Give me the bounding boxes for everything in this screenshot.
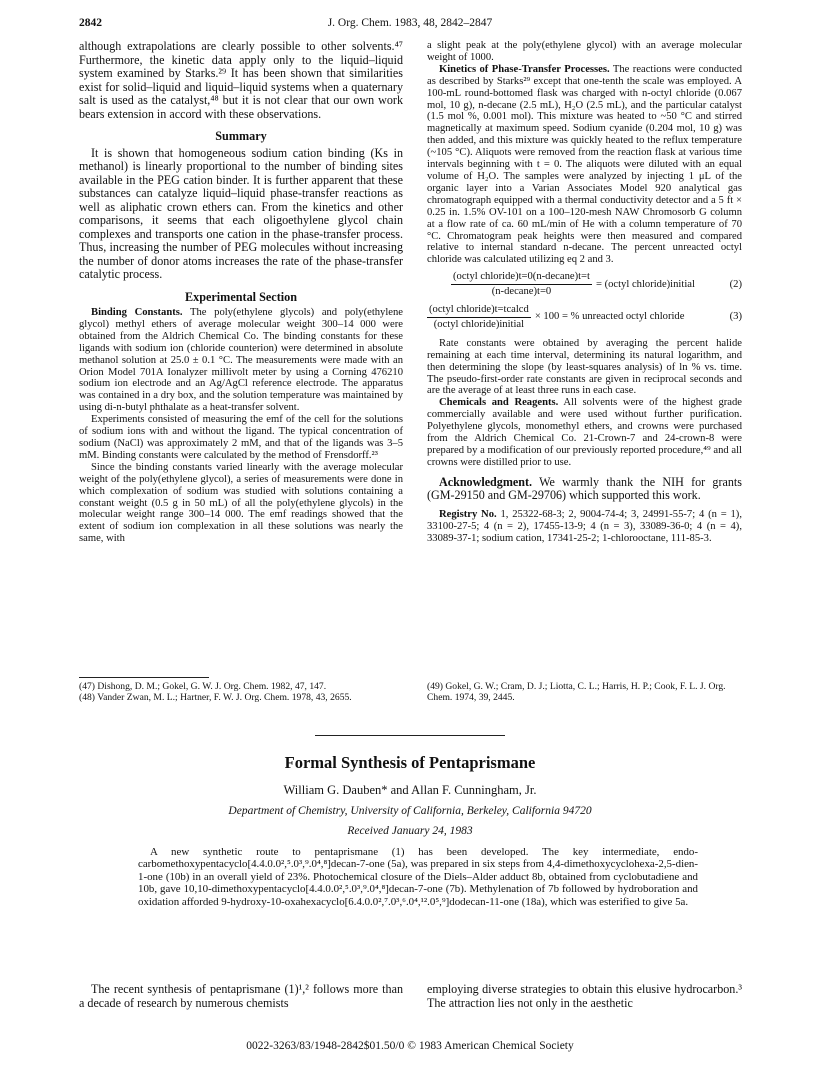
- eq3-denominator: (octyl chloride)initial: [433, 318, 525, 330]
- article-separator: [315, 735, 505, 736]
- chemicals-paragraph: [427, 397, 742, 468]
- eq2-number: (2): [729, 278, 742, 290]
- binding-constants-text: The poly(ethylene glycols) and poly(ethylene glycol) methyl ethers of average molecular weight 300–14 000 were obtained from the Aldrich Chemical Co. The binding constants for these ligands with sodium ion (chloride counterion) were determined in absolute methanol solution at 25.0 ± 0.1 °C. The measurements were made with an Orion Model 701A Ionalyzer millivolt meter by using a Corning 476210 sodium ion electrode and an Ag/AgCl reference electrode. The apparatus was contained in a dry box, and the solution temperature was maintained by using di-n-butyl phthalate as a heat-transfer solvent.: [79, 307, 403, 414]
- summary-heading: Summary: [215, 129, 267, 143]
- summary-paragraph: It is shown that homogeneous sodium cation binding (Ks in methanol) is linearly proportional to the number of binding sites available in the PEG cation binder. It is further apparent that these substances can catalyze liquid–liquid phase-transfer reactions as well as aliphatic crown ethers can. From the kinetics and other comparisons, it seems that each oligoethylene glycol chain complexes and transports one cation in the phase-transfer process. Thus, increasing the number of PEG molecules without increasing the number of donor atoms increases the rate of the phase-transfer catalytic process.: [79, 145, 403, 281]
- experiments-paragraph: Experiments consisted of measuring the emf of the cell for the solutions of sodium ions with and without the ligand. The typical concentration of sodium (NaCl) was approximately 2 mM, and that of the ligands was 3–5 mM. Binding constants were calculated by the method of Frensdorff.²³: [79, 414, 403, 461]
- right-column: [427, 40, 742, 545]
- binding-constants-heading: Binding Constants.: [91, 307, 183, 318]
- eq3-rhs: × 100 = % unreacted octyl chloride: [534, 311, 685, 323]
- eq2-fraction: [451, 271, 592, 298]
- continuation-paragraph: a slight peak at the poly(ethylene glycol) with an average molecular weight of 1000.: [427, 40, 742, 63]
- article-department: Department of Chemistry, University of California, Berkeley, California 94720: [228, 805, 592, 817]
- article-received: Received January 24, 1983: [347, 825, 473, 837]
- footnote-48: (48) Vander Zwan, M. L.; Hartner, F. W. J. Org. Chem. 1978, 43, 2655.: [79, 692, 352, 703]
- registry-text: 1, 25322-68-3; 2, 9004-74-4; 3, 24991-55-7; 4 (n = 1), 33100-27-5; 4 (n = 2), 17455-13-9; 4 (n = 3), 33089-36-0; 4 (n = 4), 33089-37-1; sodium cation, 17341-25-2; 1-chlorooctane, 111-85-3.: [427, 508, 742, 544]
- intro-paragraph: although extrapolations are clearly possible to other solvents.⁴⁷ Furthermore, the kinetic data apply only to the liquid–liquid system examined by Starks.²⁹ It has been shown that similarities exist for solid–liquid and liquid–liquid systems when a quaternary salt is used as the catalyst,⁴⁸ but it is not clear that our own work bears extension in accord with these observations.: [79, 39, 403, 121]
- kinetics-paragraph: [427, 64, 742, 266]
- chemicals-heading: Chemicals and Reagents.: [439, 397, 559, 409]
- intro-left-paragraph: The recent synthesis of pentaprismane (1)¹,² follows more than a decade of research by numerous chemists: [79, 982, 403, 1010]
- page-footer: 0022-3263/83/1948-2842$01.50/0 © 1983 American Chemical Society: [246, 1040, 574, 1052]
- registry-paragraph: [427, 509, 742, 545]
- acknowledgment-paragraph: [427, 476, 742, 503]
- experimental-heading: Experimental Section: [184, 289, 298, 304]
- rate-paragraph: Rate constants were obtained by averaging the percent halide remaining at each time interval, determining its natural logarithm, and then determining the slope (by least-squares analysis) of ln % vs. time. The pseudo-first-order rate constants are given in reciprocal seconds and are the average of at least three runs in each case.: [427, 337, 742, 397]
- acknowledgment-heading: Acknowledgment.: [439, 474, 533, 489]
- equation-2: [451, 271, 742, 298]
- kinetics-heading: Kinetics of Phase-Transfer Processes.: [439, 63, 610, 75]
- equation-3: [427, 304, 742, 331]
- footnotes-right: [427, 681, 742, 703]
- eq2-rhs: = (octyl chloride)initial: [595, 278, 695, 290]
- eq2-denominator: (n-decane)t=0: [491, 286, 552, 298]
- footnotes-left: [79, 681, 403, 703]
- registry-heading: Registry No.: [439, 508, 497, 520]
- article-abstract: A new synthetic route to pentaprismane (1) has been developed. The key intermediate, endo-carbomethoxypentacyclo[4.4.0.0²,⁵.0³,⁹.0⁴,⁸]decan-7-one (5a), was prepared in six steps from 4,4-dimethoxycyclohexa-2,5-dien-1-one (10b) in an overall yield of 23%. Photochemical closure of the Diels–Alder adduct 8b, obtained from cyclobutadiene and 10b, gave 10,10-dimethoxypentacyclo[4.4.0.0²,⁵.0³,⁹.0⁴,⁸]decan-7-one (7b). Methylenation of 7b followed by hydroboration and oxidation afforded 9-hydroxy-10-oxahexacyclo[6.4.0.0²,⁷.0³,⁶.0⁴,¹².0⁵,⁹]dodecan-11-one (18a), which was esterified to give 5a.: [138, 846, 698, 908]
- journal-citation: J. Org. Chem. 1983, 48, 2842–2847: [327, 17, 493, 29]
- footnote-47: (47) Dishong, D. M.; Gokel, G. W. J. Org. Chem. 1982, 47, 147.: [79, 681, 327, 692]
- eq3-fraction: [427, 304, 531, 331]
- intro-right-paragraph: employing diverse strategies to obtain this elusive hydrocarbon.³ The attraction lies not only in the aesthetic: [427, 982, 742, 1010]
- footnote-rule-left: [79, 677, 209, 678]
- article-authors: William G. Dauben* and Allan F. Cunningham, Jr.: [283, 783, 537, 797]
- binding-constants-paragraph: [79, 307, 403, 414]
- acknowledgment-text: We warmly thank the NIH for grants (GM-29150 and GM-29706) which supported this work.: [427, 474, 742, 503]
- left-column: [79, 40, 403, 545]
- footnote-49: (49) Gokel, G. W.; Cram, D. J.; Liotta, C. L.; Harris, H. P.; Cook, F. L. J. Org. Chem. 1974, 39, 2445.: [427, 681, 726, 703]
- since-paragraph: Since the binding constants varied linearly with the average molecular weight of the poly(ethylene glycol), a series of measurements were done in which complexation of sodium was studied with solutions containing a constant weight (0.5 g in 50 mL) of all the poly(ethylene glycols) in the molecular weight range 300–14 000. The emf readings showed that the extent of sodium ion complexation in all these solutions was nearly the same, with: [79, 461, 403, 545]
- chemicals-text: All solvents were of the highest grade commercially available and were used without further purification. Polyethylene glycols, monomethyl ethers, and crowns were purchased from the Aldrich Chemical Co. 21-Crown-7 and 24-crown-8 were prepared by a modification of our previously reported procedure,⁴⁹ and all crowns were distilled prior to use.: [427, 397, 742, 468]
- kinetics-text: The reactions were conducted as described by Starks²⁹ except that one-tenth the scale was employed. A 100-mL round-bottomed flask was charged with n-octyl chloride (0.067 mol, 10 g), n-decane (2.5 mL), H₂O (2.5 mL), and the particular catalyst (1.5 mol %, 0.001 mol). This mixture was heated to ~50 °C and stirred magnetically at maximum speed. Sodium cyanide (0.204 mol, 10 g) was then added, and this mixture was quickly heated to the reflux temperature (~105 °C). Aliquots were removed from the reaction flask at various time intervals beginning with t = 0. The aliquots were diluted with an equal volume of H₂O. The samples were analyzed by injecting 1 μL of the organic layer into a Varian Associates Model 920 analytical gas chromatograph equipped with a thermal conductivity detector and a 5 ft × 0.25 in. 1.5% OV-101 on a 100–120-mesh NAW Chromosorb G column at a flow rate of ca. 60 mL/min of He with a column temperature of 70 °C. Chromatogram peak heights were then measured and compared relative to internal standard n-decane. The percent unreacted octyl chloride was calculated utilizing eq 2 and 3.: [427, 63, 742, 266]
- page-number: 2842: [79, 17, 102, 29]
- article-title: Formal Synthesis of Pentaprismane: [284, 753, 536, 772]
- page-header: [79, 17, 741, 33]
- eq3-numerator: (octyl chloride)t=tcalcd: [427, 304, 531, 318]
- eq3-number: (3): [729, 311, 742, 323]
- eq2-numerator: (octyl chloride)t=0(n-decane)t=t: [451, 271, 592, 285]
